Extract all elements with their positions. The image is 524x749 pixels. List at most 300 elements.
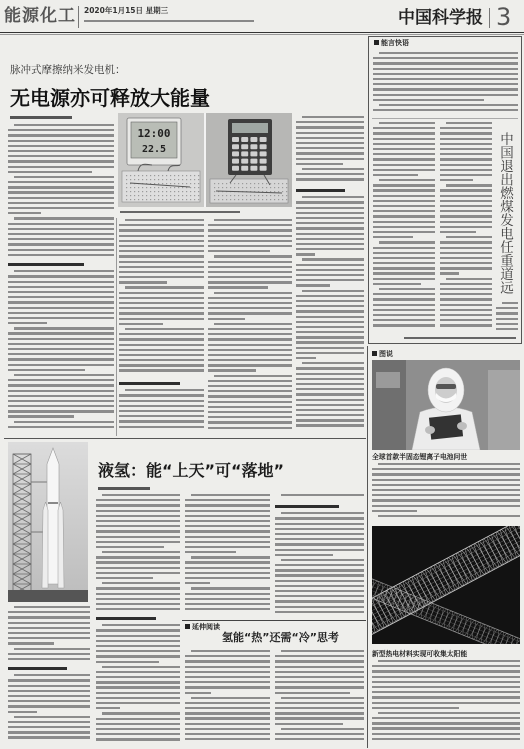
breadboard-hole [178, 199, 179, 200]
text-line [185, 567, 270, 569]
picture-news-caption-2: 新型热电材料实现可收集太阳能 [372, 650, 467, 658]
text-line [8, 642, 54, 644]
text-line [281, 512, 364, 514]
text-line [119, 369, 204, 371]
breadboard-hole [246, 183, 247, 184]
paragraph-block [8, 606, 90, 664]
breadboard-hole [142, 191, 143, 192]
text-line [296, 331, 364, 333]
text-line [275, 738, 364, 740]
text-line [275, 666, 364, 668]
breadboard-hole [186, 191, 187, 192]
text-line [372, 738, 520, 740]
header-rule [0, 32, 524, 33]
text-line [185, 520, 270, 522]
breadboard-hole [142, 195, 143, 196]
right-column-rule [367, 346, 368, 748]
breadboard-hole [150, 187, 151, 188]
text-line [373, 200, 435, 202]
breadboard-hole [158, 187, 159, 188]
text-line [14, 374, 114, 376]
text-line [8, 233, 114, 235]
calculator-key [260, 159, 267, 164]
text-line [208, 312, 292, 314]
text-line [373, 148, 435, 150]
breadboard-hole [242, 195, 243, 196]
text-line [125, 389, 204, 391]
text-line [296, 284, 330, 286]
text-line [208, 229, 292, 231]
text-line [302, 290, 364, 292]
text-line [96, 520, 180, 522]
text-line [208, 286, 268, 288]
breadboard-hole [254, 183, 255, 184]
text-line [185, 515, 270, 517]
text-line [372, 676, 520, 678]
breadboard-hole [126, 183, 127, 184]
breadboard-hole [186, 195, 187, 196]
text-line [302, 258, 364, 260]
text-line [373, 78, 518, 80]
text-line [96, 655, 180, 657]
text-line [296, 264, 364, 266]
text-line [446, 236, 492, 238]
text-line [440, 158, 492, 160]
opinion-label: 能言快语 [374, 39, 409, 48]
text-line [208, 349, 292, 351]
breadboard-hole [266, 195, 267, 196]
text-line [185, 582, 210, 584]
breadboard-hole [126, 195, 127, 196]
text-line [496, 318, 518, 320]
text-line [296, 378, 364, 380]
breadboard-hole [162, 191, 163, 192]
breadboard-hole [194, 175, 195, 176]
breadboard-hole [130, 187, 131, 188]
breadboard-hole [138, 175, 139, 176]
text-line [440, 143, 492, 145]
text-line [8, 632, 90, 634]
text-line [208, 380, 292, 382]
opinion-title: 中国退出燃煤发电任重道远 [497, 132, 513, 294]
text-line [8, 711, 37, 713]
paragraph-block [119, 389, 204, 435]
text-line [275, 523, 364, 525]
breadboard-hole [214, 183, 215, 184]
text-line [125, 219, 204, 221]
text-line [296, 367, 364, 369]
text-line [296, 388, 364, 390]
text-line [102, 624, 180, 626]
text-line [119, 224, 204, 226]
calculator-key [232, 144, 239, 149]
text-line [102, 666, 180, 668]
breadboard-hole [274, 187, 275, 188]
text-line [14, 270, 114, 272]
text-line [296, 163, 343, 165]
paragraph-block [185, 494, 270, 616]
breadboard-hole [170, 183, 171, 184]
breadboard-hole [178, 183, 179, 184]
text-line [119, 405, 204, 407]
lcd-time: 12:00 [137, 127, 170, 140]
text-line [208, 338, 292, 340]
text-line [373, 210, 435, 212]
text-line [208, 406, 292, 408]
text-line [275, 717, 364, 719]
text-line [379, 52, 518, 54]
text-line [296, 201, 364, 203]
text-line [119, 318, 204, 320]
text-line [96, 640, 180, 642]
text-line [96, 561, 180, 563]
breadboard-hole [262, 183, 263, 184]
breadboard-hole [146, 199, 147, 200]
text-line [185, 671, 270, 673]
breadboard-hole [186, 179, 187, 180]
breadboard-hole [182, 179, 183, 180]
text-line [440, 252, 492, 254]
text-line [440, 210, 492, 212]
text-line [208, 261, 292, 263]
text-line [96, 525, 180, 527]
breadboard-hole [166, 191, 167, 192]
text-line [185, 541, 270, 543]
breadboard-hole [158, 195, 159, 196]
hydrogen-article-title: 液氢：能“上天”可“落地” [98, 461, 284, 481]
text-line [8, 415, 74, 417]
text-line [119, 307, 204, 309]
breadboard-hole [134, 191, 135, 192]
text-line [373, 278, 435, 280]
picture-news-text-2 [372, 660, 520, 746]
text-line [8, 358, 114, 360]
text-line [96, 598, 180, 600]
breadboard-hole [214, 199, 215, 200]
text-line [8, 400, 114, 402]
text-line [8, 616, 90, 618]
paragraph-block [8, 124, 114, 260]
breadboard-hole [166, 179, 167, 180]
text-line [373, 132, 435, 134]
newspaper-logo: 中国科学报 [398, 7, 483, 29]
extended-reading-label: 延伸阅读 [185, 623, 220, 632]
text-line [281, 697, 364, 699]
rocket-core [47, 448, 59, 584]
text-line [119, 354, 204, 356]
breadboard-hole [162, 199, 163, 200]
text-line [191, 697, 270, 699]
breadboard-hole [182, 199, 183, 200]
breadboard-hole [198, 179, 199, 180]
paragraph-block [119, 219, 204, 379]
breadboard-hole [198, 199, 199, 200]
text-line [440, 247, 492, 249]
text-line [8, 364, 114, 366]
glove-right [457, 422, 467, 430]
breadboard-hole [282, 199, 283, 200]
breadboard-hole [194, 191, 195, 192]
text-line [373, 298, 435, 300]
text-line [296, 126, 364, 128]
text-line [119, 420, 204, 422]
breadboard-hole [198, 175, 199, 176]
paragraph-block [8, 674, 90, 744]
breadboard-hole [286, 187, 287, 188]
paragraph-block [275, 494, 364, 502]
opinion-column-2 [440, 122, 492, 334]
text-line [8, 384, 114, 386]
paragraph-block [96, 624, 180, 746]
calculator-key [232, 151, 239, 156]
breadboard-hole [126, 191, 127, 192]
text-line [96, 650, 180, 652]
text-line [119, 344, 204, 346]
text-line [275, 590, 364, 592]
breadboard-hole [162, 195, 163, 196]
text-line [8, 197, 114, 199]
text-line [372, 494, 520, 496]
calculator-key [250, 151, 257, 156]
text-line [96, 587, 180, 589]
text-line [119, 276, 204, 278]
text-line [185, 536, 270, 538]
breadboard-hole [242, 183, 243, 184]
text-line [208, 224, 292, 226]
breadboard-hole [286, 195, 287, 196]
breadboard-hole [126, 175, 127, 176]
text-line [8, 223, 114, 225]
text-line [296, 147, 364, 149]
text-line [208, 245, 292, 247]
breadboard-hole [282, 195, 283, 196]
text-line [440, 189, 492, 191]
text-line [96, 728, 180, 730]
text-line [296, 393, 364, 395]
breadboard-hole [246, 187, 247, 188]
text-line [373, 68, 518, 70]
breadboard-hole [274, 191, 275, 192]
breadboard-hole [278, 199, 279, 200]
text-line [440, 309, 492, 311]
text-line [8, 150, 114, 152]
breadboard-hole [242, 199, 243, 200]
text-line [119, 359, 204, 361]
breadboard-hole [138, 199, 139, 200]
text-line [185, 530, 270, 532]
text-line [378, 515, 520, 517]
breadboard-hole [234, 199, 235, 200]
text-line [440, 231, 476, 233]
breadboard-hole [278, 183, 279, 184]
breadboard-hole [226, 183, 227, 184]
text-line [208, 421, 292, 423]
breadboard-hole [222, 187, 223, 188]
text-line [440, 148, 492, 150]
calculator-key [260, 166, 267, 171]
breadboard-hole [170, 199, 171, 200]
text-line [119, 271, 204, 273]
calculator-key [250, 144, 257, 149]
text-line [96, 530, 180, 532]
text-line [96, 515, 180, 517]
breadboard-hole [222, 199, 223, 200]
text-line [119, 333, 204, 335]
text-line [125, 286, 204, 288]
text-line [296, 142, 364, 144]
text-line [208, 276, 292, 278]
text-line [102, 582, 180, 584]
hydrogen-column-1 [8, 606, 90, 744]
breadboard-hole [214, 187, 215, 188]
breadboard-hole [126, 199, 127, 200]
text-line [119, 312, 204, 314]
text-line [214, 292, 292, 294]
text-line [185, 717, 270, 719]
breadboard-hole [266, 191, 267, 192]
text-line [208, 307, 292, 309]
text-line [281, 494, 364, 496]
text-line [208, 240, 292, 242]
hydrogen-column-2 [96, 494, 180, 746]
text-line [185, 510, 270, 512]
text-line [296, 178, 364, 180]
text-line [372, 665, 520, 667]
text-line [102, 494, 180, 496]
breadboard-hole [238, 195, 239, 196]
breadboard-hole [186, 199, 187, 200]
text-line [8, 286, 114, 288]
text-line [296, 424, 364, 426]
text-line [8, 166, 114, 168]
extended-column-1 [185, 650, 270, 746]
text-line [440, 221, 492, 223]
text-line [208, 390, 292, 392]
text-line [372, 499, 520, 501]
text-line [296, 305, 364, 307]
text-line [208, 395, 292, 397]
breadboard-hole [186, 183, 187, 184]
text-line [373, 57, 518, 59]
calculator-key [241, 151, 248, 156]
text-line [185, 655, 270, 657]
text-line [440, 132, 492, 134]
paragraph-block [372, 463, 520, 521]
text-line [296, 279, 364, 281]
text-line [372, 505, 520, 507]
text-line [8, 690, 90, 692]
text-line [296, 347, 364, 349]
breadboard-hole [226, 199, 227, 200]
breadboard-hole [166, 175, 167, 176]
text-line [296, 357, 316, 359]
text-line [275, 723, 343, 725]
breadboard-hole [146, 187, 147, 188]
breadboard-hole [150, 195, 151, 196]
text-line [296, 212, 364, 214]
breadboard-hole [138, 179, 139, 180]
text-line [185, 572, 270, 574]
paragraph-block [496, 302, 518, 334]
text-line [8, 731, 90, 733]
text-line [296, 341, 364, 343]
text-line [8, 705, 90, 707]
text-line [125, 328, 204, 330]
breadboard-hole [198, 195, 199, 196]
breadboard-hole [154, 195, 155, 196]
text-line [440, 262, 492, 264]
breadboard-hole [286, 191, 287, 192]
breadboard-hole [182, 175, 183, 176]
text-line [185, 546, 270, 548]
subheading [296, 189, 345, 192]
text-line [119, 394, 204, 396]
text-line [8, 281, 114, 283]
breadboard-hole [146, 191, 147, 192]
breadboard-hole [190, 187, 191, 188]
breadboard-hole [246, 199, 247, 200]
breadboard-hole [170, 195, 171, 196]
breadboard-hole [138, 195, 139, 196]
text-line [119, 400, 204, 402]
text-line [208, 297, 292, 299]
text-line [296, 248, 364, 250]
text-line [185, 525, 270, 527]
text-line [119, 302, 204, 304]
text-line [372, 479, 520, 481]
text-line [373, 184, 435, 186]
text-line [185, 728, 270, 730]
text-line [96, 692, 180, 694]
breadboard-hole [126, 179, 127, 180]
text-line [119, 426, 204, 428]
breadboard-hole [286, 183, 287, 184]
calculator-key [260, 151, 267, 156]
text-line [8, 390, 114, 392]
breadboard-hole [262, 187, 263, 188]
breadboard-hole [254, 199, 255, 200]
text-line [14, 716, 90, 718]
text-line [8, 186, 114, 188]
text-line [96, 546, 164, 548]
breadboard-hole [130, 175, 131, 176]
text-line [296, 274, 364, 276]
breadboard-hole [190, 195, 191, 196]
text-line [102, 551, 180, 553]
text-line [372, 484, 520, 486]
text-line [373, 164, 435, 166]
breadboard-hole [238, 199, 239, 200]
text-line [119, 245, 204, 247]
text-line [8, 338, 114, 340]
text-line [96, 645, 180, 647]
text-line [373, 221, 435, 223]
breadboard-hole [162, 183, 163, 184]
text-line [275, 564, 364, 566]
text-line [440, 127, 492, 129]
breadboard-hole [166, 199, 167, 200]
text-line [275, 733, 364, 735]
text-line [96, 556, 180, 558]
text-line [373, 247, 435, 249]
text-line [373, 189, 435, 191]
lab-equipment-right [488, 370, 520, 450]
text-line [119, 297, 204, 299]
text-line [373, 138, 435, 140]
breadboard-hole [190, 179, 191, 180]
text-line [440, 164, 492, 166]
calculator-key [232, 166, 239, 171]
